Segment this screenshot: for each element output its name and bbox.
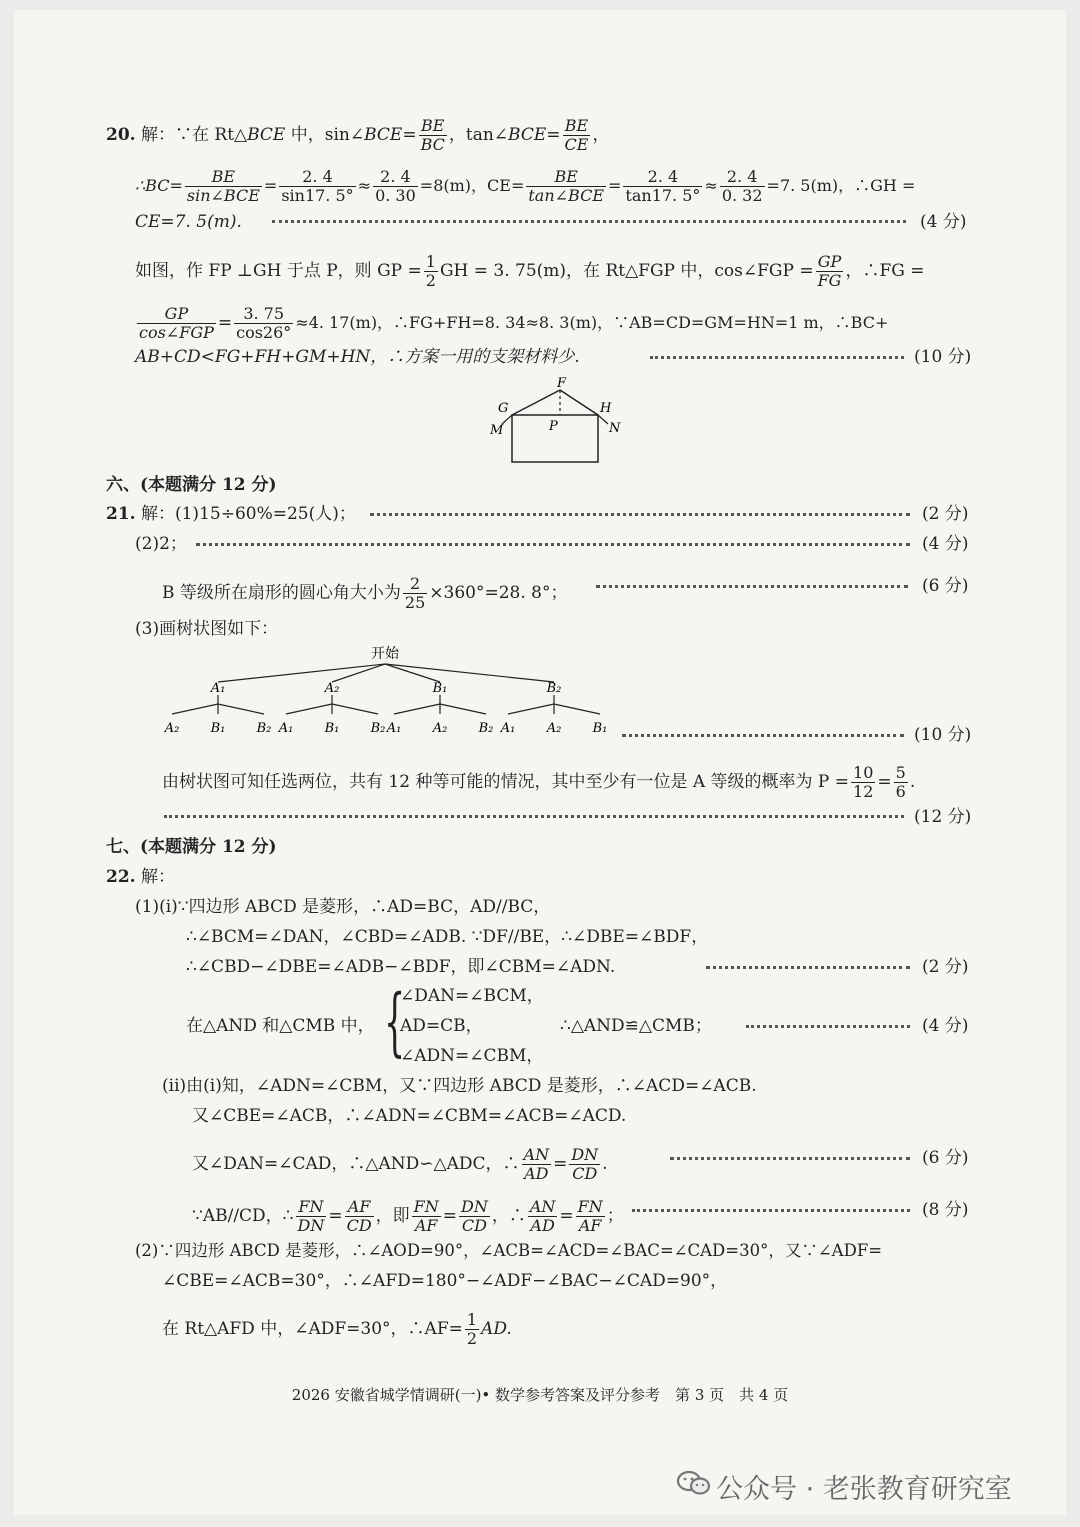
dotted-leader [272, 220, 906, 226]
frame-line-hn [598, 415, 608, 424]
fraction [528, 1198, 558, 1235]
numerator: BE [563, 117, 591, 136]
dotted-leader [650, 356, 904, 362]
tree-branch [172, 704, 218, 714]
fraction [526, 168, 606, 205]
q20-line4 [135, 253, 925, 290]
numerator: BE [526, 168, 606, 187]
system-line-2: AD=CB， [400, 1016, 483, 1036]
denominator: AD [524, 1164, 549, 1183]
left-brace: { [384, 979, 406, 1065]
tree-leaf: B₁ [210, 721, 226, 736]
tree-branch [554, 704, 600, 714]
dotted-leader [622, 734, 904, 740]
fraction [279, 168, 355, 205]
score-mark: (2 分) [922, 504, 969, 524]
dotted-leader [196, 543, 910, 549]
dotted-leader [632, 1209, 910, 1215]
denominator: CE [564, 135, 589, 154]
label-n: N [609, 421, 621, 436]
frame-line-gf [512, 390, 560, 415]
numerator: 2. 4 [720, 168, 765, 187]
tree-root-label: 开始 [371, 646, 399, 662]
denominator: tan∠BCE [528, 186, 605, 205]
q22-line1: (1)(i)∵四边形 ABCD 是菱形，∴AD=BC，AD//BC， [135, 897, 551, 917]
dotted-leader [746, 1025, 910, 1031]
numerator: FN [577, 1197, 603, 1216]
denominator: AF [414, 1216, 438, 1235]
denominator: 6 [895, 782, 906, 801]
q20-line3: CE=7. 5(m). [135, 212, 242, 232]
numerator: FN [413, 1197, 439, 1216]
q21-text: ×360°=28. 8°； [429, 583, 568, 603]
q20-text: ， [592, 125, 610, 145]
frame-line-fh [560, 390, 598, 415]
score-mark: (4 分) [920, 212, 967, 232]
q20-text: ∴BC= [135, 176, 183, 195]
label-g: G [498, 401, 509, 416]
q22-line2: ∴∠BCM=∠DAN，∠CBD=∠ADB. ∵DF//BE，∴∠DBE=∠BDF， [186, 927, 709, 947]
system-line-3: ∠ADN=∠CBM， [400, 1046, 544, 1066]
fraction [576, 1198, 605, 1235]
denominator: 2 [425, 271, 436, 290]
label-f: F [557, 376, 567, 391]
q20-line5 [135, 305, 888, 342]
dotted-leader [706, 966, 910, 972]
denominator: 0. 32 [721, 186, 763, 205]
q21-line4: (3)画树状图如下： [135, 619, 279, 639]
q22-text: 又∠DAN=∠CAD，∴△AND∽△ADC，∴ [192, 1154, 520, 1174]
q20-text: = [402, 125, 417, 145]
score-mark: (4 分) [922, 534, 969, 554]
fraction [569, 1146, 600, 1183]
q22-line6: 又∠CBE=∠ACB，∴∠ADN=∠CBM=∠ACB=∠ACD. [192, 1106, 627, 1126]
numerator: DN [571, 1145, 599, 1164]
q22-number: 22. [106, 867, 136, 887]
tree-diagram [150, 640, 620, 745]
fraction [623, 168, 702, 205]
q22-line8 [192, 1198, 624, 1235]
dotted-leader [370, 513, 910, 519]
fraction [296, 1198, 327, 1235]
score-mark: (4 分) [922, 1016, 969, 1036]
denominator: AD [530, 1216, 555, 1235]
dotted-leader [670, 1157, 910, 1163]
fraction [851, 764, 875, 801]
numerator: GP [137, 305, 216, 324]
q20-text: BCE [247, 125, 286, 145]
tree-leaf: A₁ [386, 721, 402, 736]
tree-node-level1: A₁ [210, 681, 226, 696]
numerator: 1 [425, 252, 436, 271]
q20-text: ，∴FG = [845, 261, 925, 281]
q22-line0 [106, 866, 175, 888]
watermark-text: 公众号 · 老张教育研究室 [716, 1474, 1012, 1505]
section-6-heading: 六、(本题满分 12 分) [106, 475, 277, 495]
numerator: FN [296, 1198, 327, 1217]
q22-text: ，即 [375, 1206, 410, 1226]
q20-text: BCE [508, 125, 547, 145]
numerator: AF [345, 1198, 374, 1217]
tree-node-level1: B₁ [432, 681, 448, 696]
label-m: M [490, 423, 504, 438]
tree-node-level1: B₂ [546, 681, 562, 696]
q20-text: 解：∵在 Rt△ [140, 125, 248, 145]
numerator: 2. 4 [279, 168, 355, 187]
q20-text: = [217, 313, 233, 333]
numerator: 1 [466, 1310, 478, 1329]
denominator: 2 [466, 1329, 478, 1348]
q20-text: =7. 5(m)，∴GH = [766, 176, 916, 195]
q22-line11 [162, 1311, 512, 1348]
q22-text: . [602, 1154, 608, 1174]
q21-number: 21. [106, 504, 136, 524]
q20-line1 [106, 117, 609, 154]
page-footer: 2026 安徽省城学情调研(一)• 数学参考答案及评分参考 第 3 页 共 4 页 [291, 1386, 789, 1404]
denominator: cos∠FGP [139, 323, 214, 342]
q20-text: ≈ [357, 176, 372, 195]
tree-branch [440, 704, 486, 714]
numerator: 3. 75 [234, 305, 293, 324]
q20-line6: AB+CD<FG+FH+GM+HN，∴方案一用的支架材料少. [135, 347, 580, 367]
denominator: FG [817, 271, 842, 290]
q22-text: ∵AB//CD，∴ [192, 1206, 294, 1226]
frame-line-gm [502, 415, 512, 424]
tree-leaf: B₁ [324, 721, 340, 736]
fraction [563, 117, 591, 154]
tree-branch [286, 704, 332, 714]
q22-text: = [559, 1206, 574, 1226]
dotted-leader [596, 585, 908, 591]
denominator: 12 [853, 782, 874, 801]
tree-leaf: B₁ [592, 721, 608, 736]
numerator: BE [419, 117, 447, 136]
tree-leaf: A₂ [546, 721, 562, 736]
numerator: DN [461, 1197, 488, 1216]
tree-branch [332, 704, 378, 714]
wechat-icon [676, 1469, 712, 1497]
tree-branch [385, 664, 554, 682]
score-mark: (2 分) [922, 957, 969, 977]
q22-text: = [328, 1206, 343, 1226]
denominator: 25 [404, 593, 426, 612]
q21-line3 [162, 575, 567, 612]
denominator: sin17. 5° [281, 186, 354, 205]
fraction [816, 253, 844, 290]
fraction [137, 305, 216, 342]
tree-leaf: B₂ [256, 721, 272, 736]
denominator: BC [420, 135, 445, 154]
q21-text: = [877, 772, 892, 792]
q20-text: 如图，作 FP ⊥GH 于点 P，则 GP = [135, 261, 422, 281]
fraction [373, 168, 418, 205]
q21-text: 由树状图可知任选两位，共有 12 种等可能的情况，其中至少有一位是 A 等级的概率为 P = [162, 772, 850, 792]
tree-leaf: A₂ [164, 721, 180, 736]
q21-text: B 等级所在扇形的圆心角大小为 [162, 583, 401, 603]
tree-leaf: B₂ [370, 721, 386, 736]
system-line-1: ∠DAN=∠BCM， [400, 986, 544, 1006]
denominator: cos26° [236, 323, 292, 342]
q21-text: 解：(1)15÷60%=25(人)； [140, 504, 356, 524]
numerator: AN [523, 1145, 550, 1164]
score-mark: (6 分) [922, 576, 969, 596]
label-h: H [600, 401, 612, 416]
q20-text: = [263, 176, 278, 195]
fraction [412, 1198, 441, 1235]
label-p: P [549, 419, 558, 434]
fraction [894, 764, 908, 801]
q22-line4-post: ∴△AND≌△CMB； [560, 1016, 712, 1036]
tree-node-level1: A₂ [324, 681, 340, 696]
fraction [234, 305, 293, 342]
denominator: CD [346, 1216, 372, 1235]
q22-text: 在 Rt△AFD 中，∠ADF=30°，∴AF= [162, 1319, 463, 1339]
tree-leaf: A₁ [278, 721, 294, 736]
q22-line7 [192, 1146, 608, 1183]
q22-text: ，∴ [491, 1206, 526, 1226]
tree-leaf: A₂ [432, 721, 448, 736]
q22-text: ； [606, 1206, 624, 1226]
fraction [424, 253, 438, 290]
numerator: 2 [403, 575, 427, 594]
score-mark: (8 分) [922, 1200, 969, 1220]
tree-leaf: A₁ [500, 721, 516, 736]
denominator: 0. 30 [375, 186, 416, 205]
tree-branch [508, 704, 554, 714]
fraction [522, 1146, 552, 1183]
q21-line1 [106, 503, 356, 525]
q20-text: ，tan∠ [448, 125, 509, 145]
q21-line2: (2)2； [135, 534, 187, 554]
q20-text: 中，sin∠ [285, 125, 365, 145]
q22-line5: (ii)由(i)知，∠ADN=∠CBM，又∵四边形 ABCD 是菱形，∴∠ACD=∠ACB. [162, 1076, 757, 1096]
q20-text: =8(m)，CE= [419, 176, 525, 195]
score-mark: (6 分) [922, 1148, 969, 1168]
tree-branch [218, 704, 264, 714]
fraction [465, 1311, 479, 1348]
section-7-heading: 七、(本题满分 12 分) [106, 837, 277, 857]
denominator: sin∠BCE [186, 186, 260, 205]
fraction [419, 117, 447, 154]
denominator: AF [578, 1216, 602, 1235]
numerator: 2. 4 [373, 168, 418, 187]
q20-text: GH = 3. 75(m)，在 Rt△FGP 中，cos∠FGP = [439, 261, 814, 281]
denominator: CD [461, 1216, 487, 1235]
fraction [720, 168, 765, 205]
q20-line2 [135, 168, 915, 205]
denominator: DN [297, 1216, 325, 1235]
q22-line10: ∠CBE=∠ACB=30°，∴∠AFD=180°−∠ADF−∠BAC−∠CAD=90°， [162, 1271, 728, 1291]
denominator: tan17. 5° [625, 186, 701, 205]
denominator: CD [572, 1164, 598, 1183]
q20-text: = [608, 176, 622, 195]
tree-leaf: B₂ [478, 721, 494, 736]
numerator: GP [816, 253, 844, 272]
numerator: BE [185, 168, 262, 187]
fraction [185, 168, 262, 205]
q20-number: 20. [106, 125, 136, 145]
numerator: AN [529, 1197, 556, 1216]
q20-text: ≈ [704, 176, 718, 195]
q22-line9: (2)∵四边形 ABCD 是菱形，∴∠AOD=90°，∠ACB=∠ACD=∠BAC=∠CAD=30°，又∵∠ADF= [135, 1241, 883, 1260]
numerator: 10 [853, 763, 874, 782]
q20-text: ≈4. 17(m)，∴FG+FH=8. 34≈8. 3(m)，∵AB=CD=GM=HN=1 m，∴BC+ [295, 313, 889, 332]
tree-branch [394, 704, 440, 714]
q21-text: . [909, 772, 916, 792]
q22-text: = [442, 1206, 458, 1226]
dotted-leader [164, 815, 904, 821]
score-mark: (10 分) [914, 347, 972, 367]
fraction [345, 1198, 374, 1235]
q20-text: = [546, 125, 561, 145]
q22-line3: ∴∠CBD−∠DBE=∠ADB−∠BDF，即∠CBM=∠ADN. [186, 957, 616, 977]
score-mark: (12 分) [914, 807, 972, 827]
numerator: 2. 4 [623, 168, 702, 187]
q22-text: AD. [481, 1319, 512, 1339]
q22-text: = [553, 1154, 568, 1174]
q22-text: 解： [140, 867, 175, 887]
fraction [459, 1198, 490, 1235]
support-frame-figure [480, 372, 630, 467]
score-mark: (10 分) [914, 725, 972, 745]
q20-text: BCE [364, 125, 403, 145]
fraction [403, 575, 427, 612]
numerator: 5 [895, 763, 906, 782]
q22-line4-pre: 在△AND 和△CMB 中， [186, 1016, 375, 1036]
q21-line5 [162, 764, 915, 801]
